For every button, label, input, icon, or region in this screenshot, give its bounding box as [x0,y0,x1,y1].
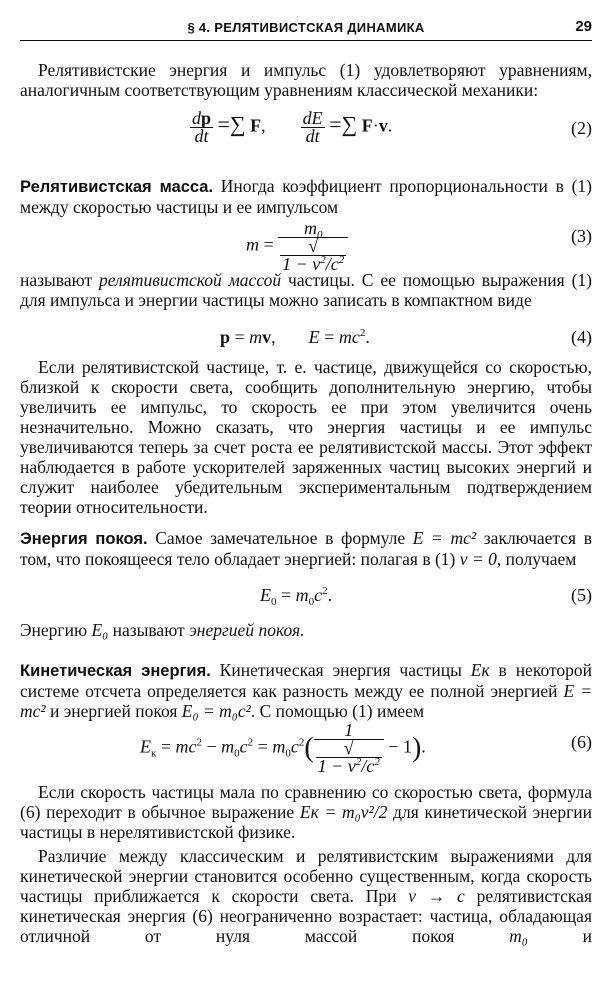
paragraph-rest-energy: Энергия покоя. Самое замечательное в формуле E = mc² заключается в том, что покоящееся тело обладает энергией: полагая в (1) v = 0, получаем [20,528,592,569]
equation-5: $E_0 = m_0c^2$. (5) [260,585,592,608]
paragraph-rest-energy-name: Энергию E₀ называют энергией покоя. [20,620,305,640]
equation-4: p = mv, $E = mc^2$. (4) [220,327,592,347]
heading-rest-energy: Энергия покоя. [20,530,148,548]
equation-number: (6) [571,732,592,752]
paragraph-difference: Различие между классическим и релятивистским выражениями для кинетической энергии становится особенно существенным, когда скорость частицы приближается к скорости света. При v → c релятивистская кинетическая энергия (6) неограниченно возрастает: частица, обладающая отличной от нуля массой покоя m₀ и [20,846,592,946]
heading-kinetic-energy: Кинетическая энергия. [20,662,211,680]
paragraph-nonrelativistic: Если скорость частицы мала по сравнению со скоростью света, формула (6) переходит в обычное выражение Eк = m₀v²/2 для кинетической энергии частицы в нерелятивистской физике. [20,782,592,842]
equation-6: $E_к = mc^2 - m_0c^2 = m_0c^2$( 1 √ $1 - v^2/c^2$ − 1). (6) [140,720,592,776]
paragraph-intro: Релятивистские энергия и импульс (1) удовлетворяют уравнениям, аналогичным соответствующим уравнениям классической механики: [20,60,592,100]
equation-number: (2) [571,118,592,138]
equation-number: (4) [571,327,592,347]
equation-number: (3) [571,226,592,246]
equation-number: (5) [571,585,592,605]
running-header [20,18,592,40]
page-number: 29 [575,18,592,35]
equation-3: m = $m_0$ √ $1 - v^2/c^2$ (3) [246,218,592,274]
paragraph-rel-mass: Релятивистская масса. Иногда коэффициент пропорциональности в (1) между скоростью частицы и ее импульсом [20,176,592,217]
paragraph-relativistic-particle: Если релятивистской частице, т. е. частице, движущейся со скоростью, близкой к скорости света, сообщить дополнительную энергию, чтобы увеличить ее импульс, то скорость ее при этом увеличится очень незначительно. Можно сказать, что энергия частицы и ее импульс увеличиваются теперь за счет роста ее релятивистской массы. Этот эффект наблюдается в работе ускорителей заряженных частиц высоких энергий и служит наиболее убедительным экспериментальным подтверждением теории относительности. [20,357,592,517]
book-page [20,0,592,1000]
header-rule [20,40,592,41]
paragraph-compact-form: называют релятивистской массой частицы. С ее помощью выражения (1) для импульса и энергии частицы можно записать в компактном виде [20,270,593,310]
heading-rel-mass: Релятивистская масса. [20,178,214,196]
section-title: § 4. РЕЛЯТИВИСТСКАЯ ДИНАМИКА [187,20,425,35]
paragraph-kinetic-energy: Кинетическая энергия. Кинетическая энергия частицы Eк в некоторой системе отсчета определяется как разность между ее полной энергией E = mc² и энергией покоя E₀ = m₀c². С помощью (1) имеем [20,660,593,721]
equation-2: $\frac{dp}{dt}$ =∑ F, $\frac{dE}{dt}$ =∑ F·v. (2) [192,108,592,146]
